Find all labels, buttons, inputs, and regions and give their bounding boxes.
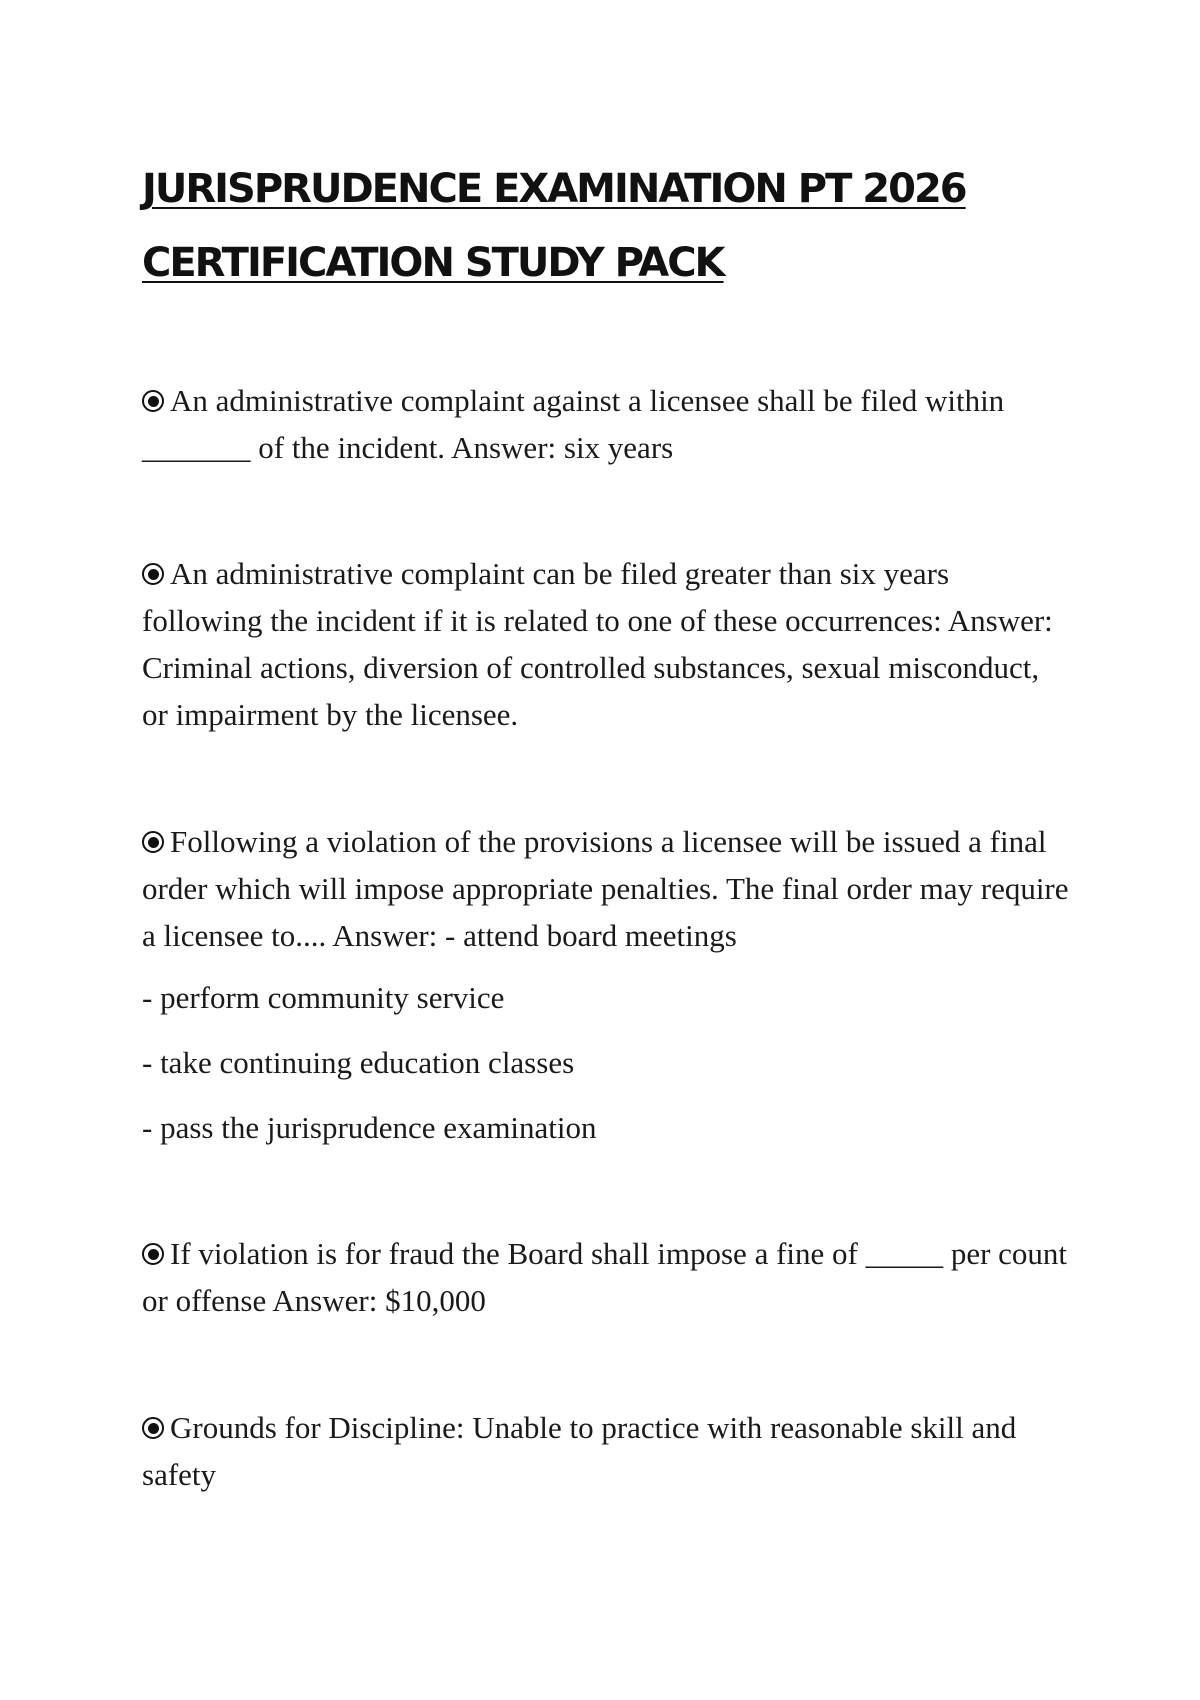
question-item xyxy=(142,377,1072,471)
question-text: An administrative complaint against a licensee shall be filed within _______ of the incident. Answer: six years xyxy=(142,383,1005,465)
question-text: If violation is for fraud the Board shall impose a fine of _____ per count or offense Answer: $10,000 xyxy=(142,1236,1068,1318)
radio-bullet-icon xyxy=(142,563,164,585)
question-item xyxy=(142,1404,1072,1498)
answer-list-item: - perform community service xyxy=(142,980,505,1015)
question-text: Following a violation of the provisions a licensee will be issued a final order which will impose appropriate penalties. The final order may require a licensee to.... Answer: - attend board meetings xyxy=(142,824,1069,953)
answer-list-item: - take continuing education classes xyxy=(142,1045,575,1080)
title-line-2: CERTIFICATION STUDY PACK xyxy=(142,240,724,286)
title-line-1: JURISPRUDENCE EXAMINATION PT 2026 xyxy=(142,166,966,212)
radio-bullet-icon xyxy=(142,1243,164,1265)
question-item xyxy=(142,550,1072,738)
question-item xyxy=(142,1230,1072,1324)
radio-bullet-icon xyxy=(142,390,164,412)
radio-bullet-icon xyxy=(142,1417,164,1439)
question-text: An administrative complaint can be filed greater than six years following the incident if it is related to one of these occurrences: Answer: Criminal actions, diversion of controlled substances, sexual misconduct, or impairment by the licensee. xyxy=(142,556,1053,732)
document-title xyxy=(142,152,966,300)
radio-bullet-icon xyxy=(142,831,164,853)
question-item xyxy=(142,818,1072,959)
answer-list-item: - pass the jurisprudence examination xyxy=(142,1110,597,1145)
question-text: Grounds for Discipline: Unable to practice with reasonable skill and safety xyxy=(142,1410,1017,1492)
